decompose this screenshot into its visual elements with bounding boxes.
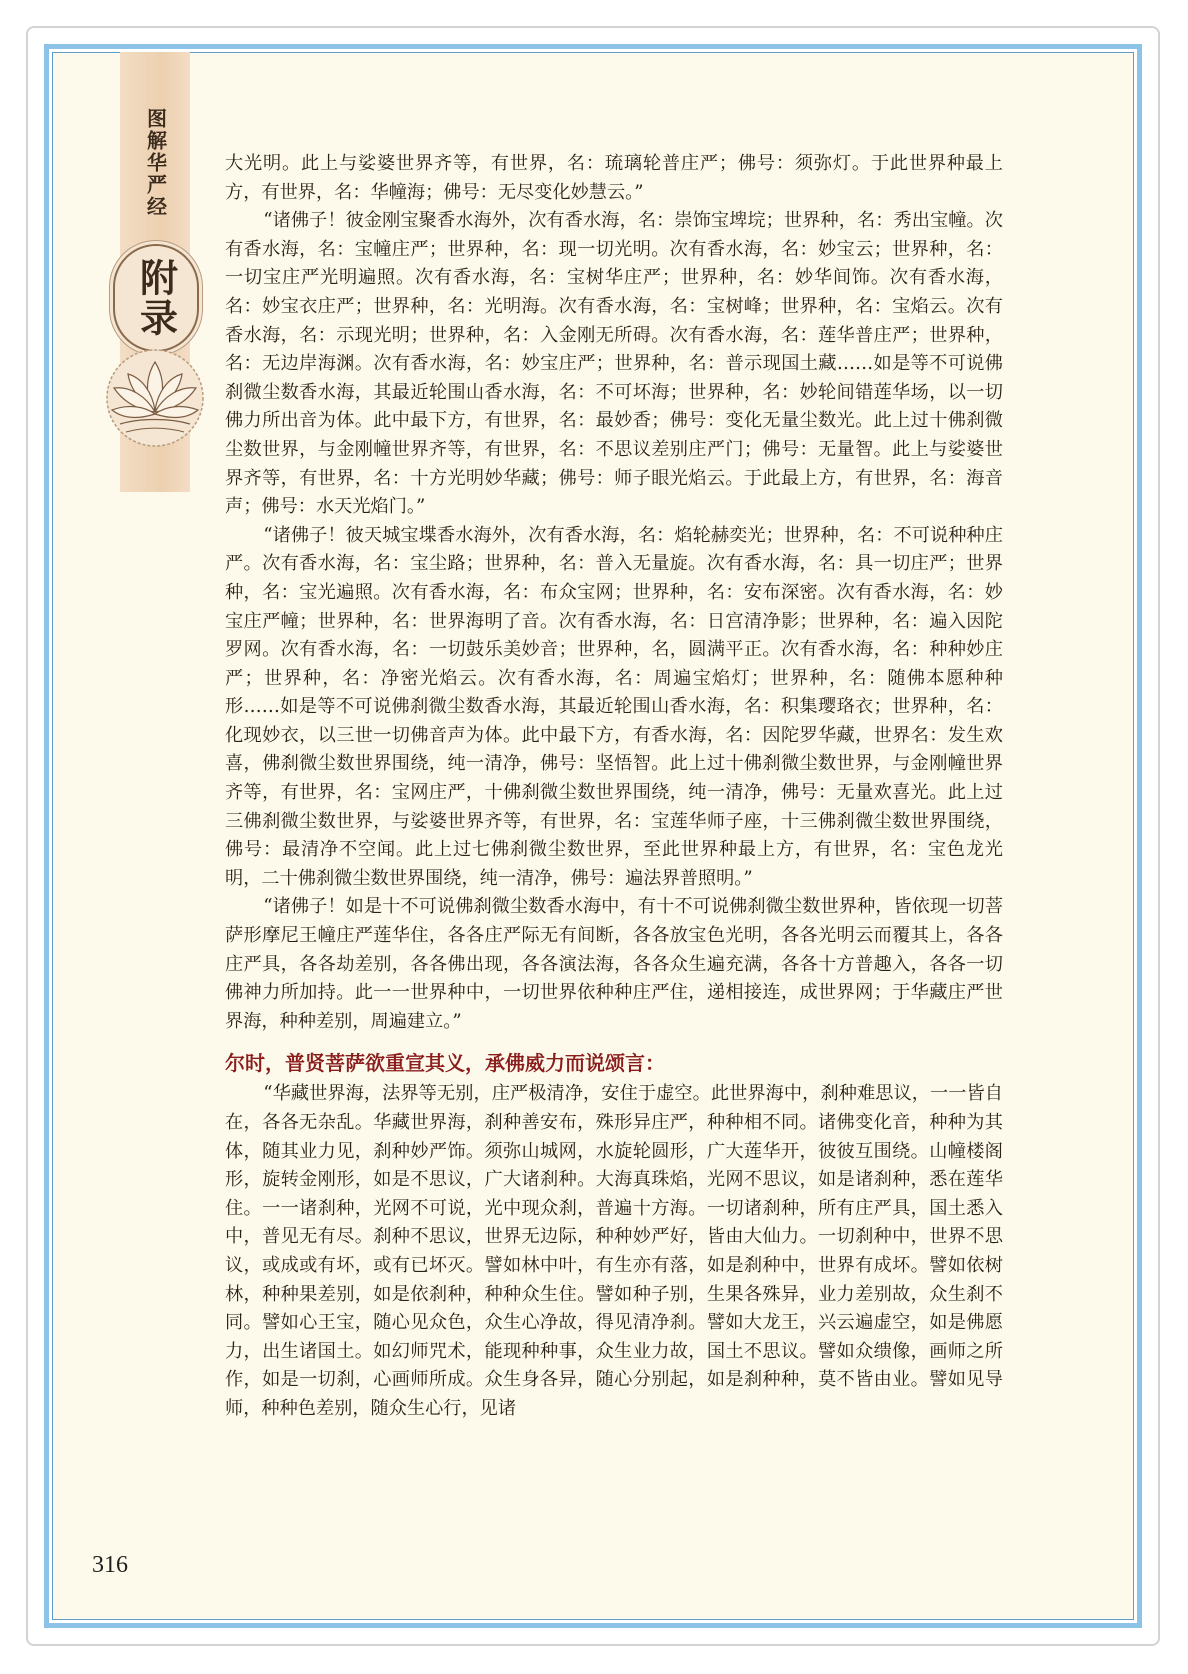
paragraph: “诸佛子！彼金刚宝聚香水海外，次有香水海，名：崇饰宝埤垸；世界种，名：秀出宝幢。次有香水海，名：宝幢庄严；世界种，名：现一切光明。次有香水海，名：妙宝云；世界种，名：一切宝庄严光明遍照。次有香水海，名：宝树华庄严；世界种，名：妙华间饰。次有香水海，名：妙宝衣庄严；世界种，名：光明海。次有香水海，名：宝树峰；世界种，名：宝焰云。次有香水海，名：示现光明；世界种，名：入金刚无所碍。次有香水海，名：莲华普庄严；世界种，名：无边岸海渊。次有香水海，名：妙宝庄严；世界种，名：普示现国土藏……如是等不可说佛刹微尘数香水海，其最近轮围山香水海，名：不可坏海；世界种，名：妙轮间错莲华场，以一切佛力所出音为体。此中最下方，有世界，名：最妙香；佛号：变化无量尘数光。此上过十佛刹微尘数世界，与金刚幢世界齐等，有世界，名：不思议差别庄严门；佛号：无量智。此上与娑婆世界齐等，有世界，名：十方光明妙华藏；佛号：师子眼光焰云。于此最上方，有世界，名：海音声；佛号：水天光焰门。” [225,210,1003,518]
paragraph: “诸佛子！彼天城宝堞香水海外，次有香水海，名：焰轮赫奕光；世界种，名：不可说种种庄严。次有香水海，名：宝尘路；世界种，名：普入无量旋。次有香水海，名：具一切庄严；世界种，名：宝光遍照。次有香水海，名：布众宝网；世界种，名：安布深密。次有香水海，名：妙宝庄严幢；世界种，名：世界海明了音。次有香水海，名：日宫清净影；世界种，名：遍入因陀罗网。次有香水海，名：一切鼓乐美妙音；世界种，名，圆满平正。次有香水海，名：种种妙庄严；世界种，名：净密光焰云。次有香水海，名：周遍宝焰灯；世界种，名：随佛本愿种种形……如是等不可说佛刹微尘数香水海，其最近轮围山香水海，名：积集璎珞衣；世界种，名：化现妙衣，以三世一切佛音声为体。此中最下方，有香水海，名：因陀罗华藏，世界名：发生欢喜，佛刹微尘数世界围绕，纯一清净，佛号：坚悟智。此上过十佛刹微尘数世界，与金刚幢世界齐等，有世界，名：宝网庄严，十佛刹微尘数世界围绕，纯一清净，佛号：无量欢喜光。此上过三佛刹微尘数世界，与娑婆世界齐等，有世界，名：宝莲华师子座，十三佛刹微尘数世界围绕，佛号：最清净不空闻。此上过七佛刹微尘数世界，至此世界种最上方，有世界，名：宝色龙光明，二十佛刹微尘数世界围绕，纯一清净，佛号：遍法界普照明。” [225,524,1003,889]
lotus-icon [100,340,210,450]
section-seal [113,244,199,352]
verse-paragraph: “华藏世界海，法界等无别，庄严极清净，安住于虚空。此世界海中，刹种难思议，一一皆自在，各各无杂乱。华藏世界海，刹种善安布，殊形异庄严，种种相不同。诸佛变化音，种种为其体，随其业力见，刹种妙严饰。须弥山城网，水旋轮圆形，广大莲华开，彼彼互围绕。山幢楼阁形，旋转金刚形，如是不思议，广大诸刹种。大海真珠焰，光网不思议，如是诸刹种，悉在莲华住。一一诸刹种，光网不可说，光中现众刹，普遍十方海。一切诸刹种，所有庄严具，国土悉入中，普见无有尽。刹种不思议，世界无边际，种种妙严好，皆由大仙力。一切刹种中，世界不思议，或成或有坏，或有已坏灭。譬如林中叶，有生亦有落，如是刹种中，世界有成坏。譬如依树林，种种果差别，如是依刹种，种种众生住。譬如种子别，生果各殊异，业力差别故，众生刹不同。譬如心王宝，随心见众色，众生心净故，得见清净刹。譬如大龙王，兴云遍虚空，如是佛愿力，出生诸国土。如幻师咒术，能现种种事，众生业力故，国土不思议。譬如众缋像，画师之所作，如是一切刹，心画师所成。众生身各异，随心分别起，如是刹种种，莫不皆由业。譬如见导师，种种色差别，随众生心行，见诸 [225,1083,1003,1419]
book-title-text: 图解华严经 [143,107,168,218]
book-title [120,100,190,225]
section-heading: 尔时，普贤菩萨欲重宣其义，承佛威力而说颂言： [225,1051,665,1076]
paragraph: “诸佛子！如是十不可说佛刹微尘数香水海中，有十不可说佛刹微尘数世界种，皆依现一切菩萨形摩尼王幢庄严莲华住，各各庄严际无有间断，各各放宝色光明，各各光明云而覆其上，各各庄严具，各各劫差别，各各佛出现，各各演法海，各各众生遍充满，各各十方普趣入，各各一切佛神力所加持。此一一世界种中，一切世界依种种庄严住，递相接连，成世界网；于华藏庄严世界海，种种差别，周遍建立。” [225,896,1003,1032]
paragraph: 大光明。此上与娑婆世界齐等，有世界，名：琉璃轮普庄严；佛号：须弥灯。于此世界种最上方，有世界，名：华幢海；佛号：无尽变化妙慧云。” [225,153,1003,203]
section-label: 附录 [133,258,178,338]
page-number: 316 [92,1552,128,1578]
main-text [225,150,1003,1424]
